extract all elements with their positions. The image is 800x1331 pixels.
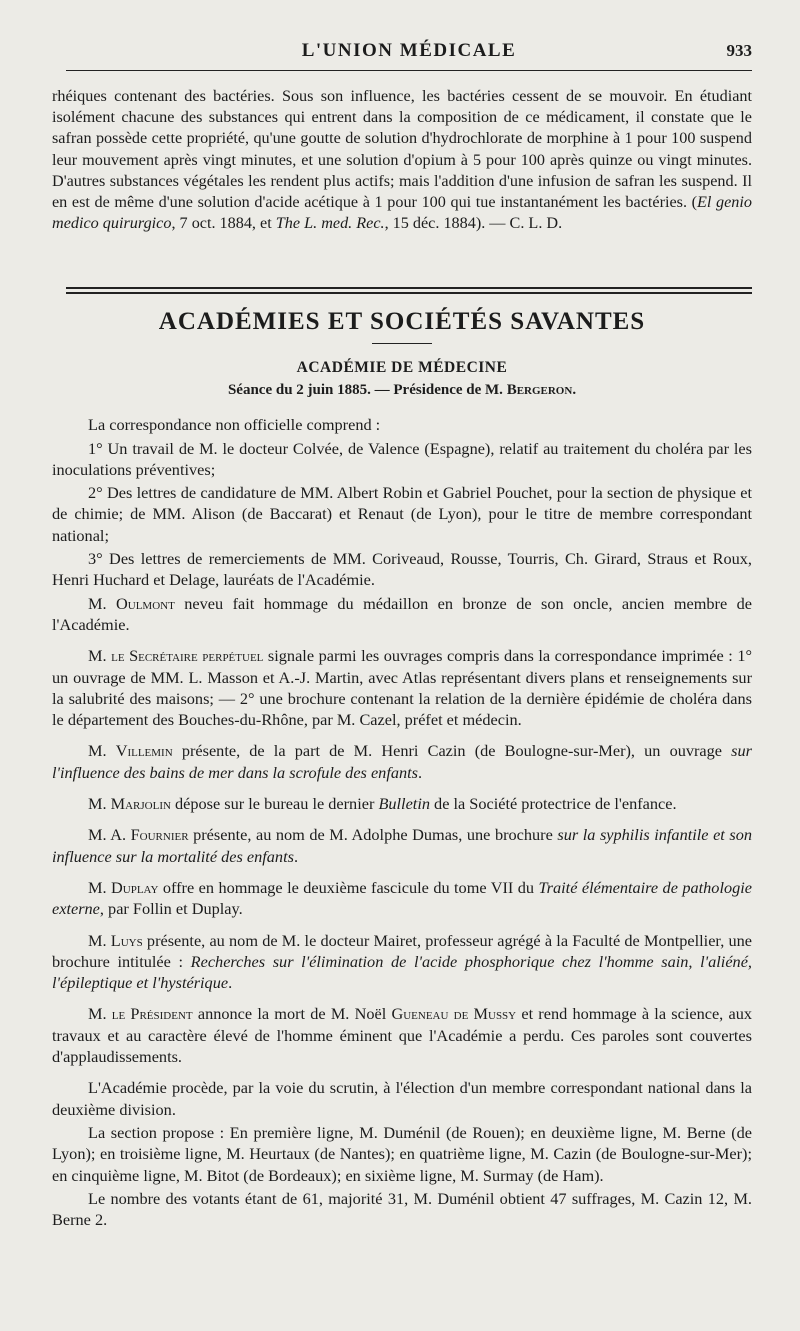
p12-name-1: le Président [111,1004,193,1024]
intro-text-a: rhéiques contenant des bactéries. Sous son influence, les bactéries cessent de se mouvoir. En étudiant isolément chacune des substances qui entrent dans la composition de ce médicament, il constate que le safran possède cette propriété, qu'une goutte de solution d'hydrochlorate de morphine à 1 pour 100 suspend leur mouvement après vingt minutes, et une solution d'opium à 5 pour 100 après quinze ou vingt minutes. D'autres substances végétales les rendent plus actifs; mais l'addition d'une infusion de safran les suspend. Il en est de même d'une solution d'acide acétique à 1 pour 100 qui tue instantanément les bactéries. ( [52,87,752,212]
p11-b: présente, au nom de M. le docteur Mairet, professeur agrégé à la Faculté de Montpellier, une brochure intitulée : [52,930,752,971]
p12-name-2: Gueneau de Mussy [391,1004,517,1024]
p5-a: M. [88,593,116,613]
p7-name: Villemin [115,741,173,761]
p11-name: Luys [110,930,143,950]
p6-b: signale parmi les ouvrages compris dans la correspondance imprimée : 1° un ouvrage de MM. L. Masson et A.-J. Martin, avec Atlas représentant divers plans et renseignements sur la salubrité des maisons; — 2° une brochure contenant la relation de la dernière épidémie de choléra dans le département des Bouches-du-Rhône, par M. Cazel, préfet et médecin. [52,646,752,730]
p9-c: . [293,846,299,866]
intro-text-b: , 7 oct. 1884, et [171,214,276,233]
section-rule-1 [66,287,752,289]
paragraph-11 [52,930,752,994]
p7-title: sur l'influence des bains de mer dans la scrofule des enfants [52,741,752,782]
p12-b: annonce la mort de M. Noël [192,1004,392,1024]
header-rule [66,70,752,71]
p12-c: et rend hommage à la science, aux travaux et au caractère élevé de l'homme éminent que l'Académie a perdu. Ces paroles sont couvertes d'applaudissements. [52,1004,752,1067]
p9-title: sur la syphilis infantile et son influence sur la mortalité des enfants [52,825,752,866]
session-line [52,380,752,401]
p10-title: Traité élémentaire de pathologie externe [52,877,753,919]
p8-a: M. [88,794,111,814]
p8-b: dépose sur le bureau le dernier [170,794,379,814]
paragraph-15: Le nombre des votants étant de 61, majorité 31, M. Duménil obtient 47 suffrages, M. Cazin 12, M. Berne 2. [52,1188,752,1230]
p11-c: . [228,973,233,993]
p10-b: offre en hommage le deuxième fascicule du tome VII du [158,877,539,897]
p5-name: Oulmont [116,593,175,613]
intro-citation-1: El genio medico quirurgico [52,193,752,233]
paragraph-12 [52,1003,752,1067]
p9-b: présente, au nom de M. Adolphe Dumas, une brochure [188,825,558,845]
page-header [66,36,752,70]
paragraph-9 [52,824,752,867]
session-text: Séance du 2 juin 1885. — Présidence de M. [227,382,507,398]
p10-c: , par Follin et Duplay. [99,899,243,919]
p10-a: M. [88,877,111,897]
section-title: ACADÉMIES ET SOCIÉTÉS SAVANTES [158,308,646,335]
p11-a: M. [88,930,111,950]
paragraph-3: 2° Des lettres de candidature de MM. Albert Robin et Gabriel Pouchet, pour la section de physique et de chimie; de MM. Alison (de Baccarat) et Renaut (de Lyon), pour le titre de membre correspondant national; [52,483,752,545]
paragraph-13: L'Académie procède, par la voie du scrutin, à l'élection d'un membre correspondant national dans la deuxième division. [52,1078,752,1119]
paragraph-8 [52,793,752,814]
paragraph-7 [52,740,752,783]
section-rule-2 [66,292,752,294]
p9-a: M. A. [88,825,131,845]
session-end: . [572,382,577,398]
intro-text-c: , 15 déc. 1884). — C. L. D. [384,214,563,233]
p5-b: neveu fait hommage du médaillon en bronze de son oncle, ancien membre de l'Académie. [52,593,752,634]
p6-name: le Secrétaire perpétuel [111,646,264,666]
p12-a: M. [88,1004,112,1024]
intro-text [52,86,752,234]
subsection-title: ACADÉMIE DE MÉDECINE [296,359,508,376]
p9-name: Fournier [130,825,189,845]
paragraph-14: La section propose : En première ligne, M. Duménil (de Rouen); en deuxième ligne, M. Berne (de Lyon); en troisième ligne, M. Heurtaux (de Nantes); en quatrième ligne, M. Cazin (de Boulogne-sur-Mer); en cinquième ligne, M. Bitot (de Bordeaux); en sixième ligne, M. Surmay (de Ham). [52,1122,752,1185]
running-title: L'UNION MÉDICALE [301,40,517,61]
p6-a: M. [88,646,112,666]
intro-citation-2: The L. med. Rec. [275,214,385,233]
intro-paragraph [52,86,752,234]
p8-title: Bulletin [378,794,430,814]
p8-c: de la Société protectrice de l'enfance. [429,794,677,814]
paragraph-5 [52,593,752,636]
paragraph-1: La correspondance non officielle comprend : [88,415,381,435]
paragraph-10 [52,877,752,920]
paragraph-6 [52,645,752,730]
page-number: 933 [726,41,752,60]
p7-c: . [418,762,423,782]
p10-name: Duplay [111,877,159,897]
p7-a: M. [88,741,116,761]
section-title-rule [372,343,432,344]
session-president: Bergeron [506,382,573,398]
p8-name: Marjolin [110,794,171,814]
paragraph-4: 3° Des lettres de remerciements de MM. Coriveaud, Rousse, Tourris, Ch. Girard, Straus et Roux, Henri Huchard et Delage, lauréats de l'Académie. [52,549,752,590]
p11-title: Recherches sur l'élimination de l'acide phosphorique chez l'homme sain, l'aliéné, l'épileptique et l'hystérique [52,951,752,993]
p7-b: présente, de la part de M. Henri Cazin (de Boulogne-sur-Mer), un ouvrage [172,741,732,761]
paragraph-2: 1° Un travail de M. le docteur Colvée, de Valence (Espagne), relatif au traitement du choléra par les inoculations préventives; [52,438,752,479]
academies-section [52,305,752,1230]
